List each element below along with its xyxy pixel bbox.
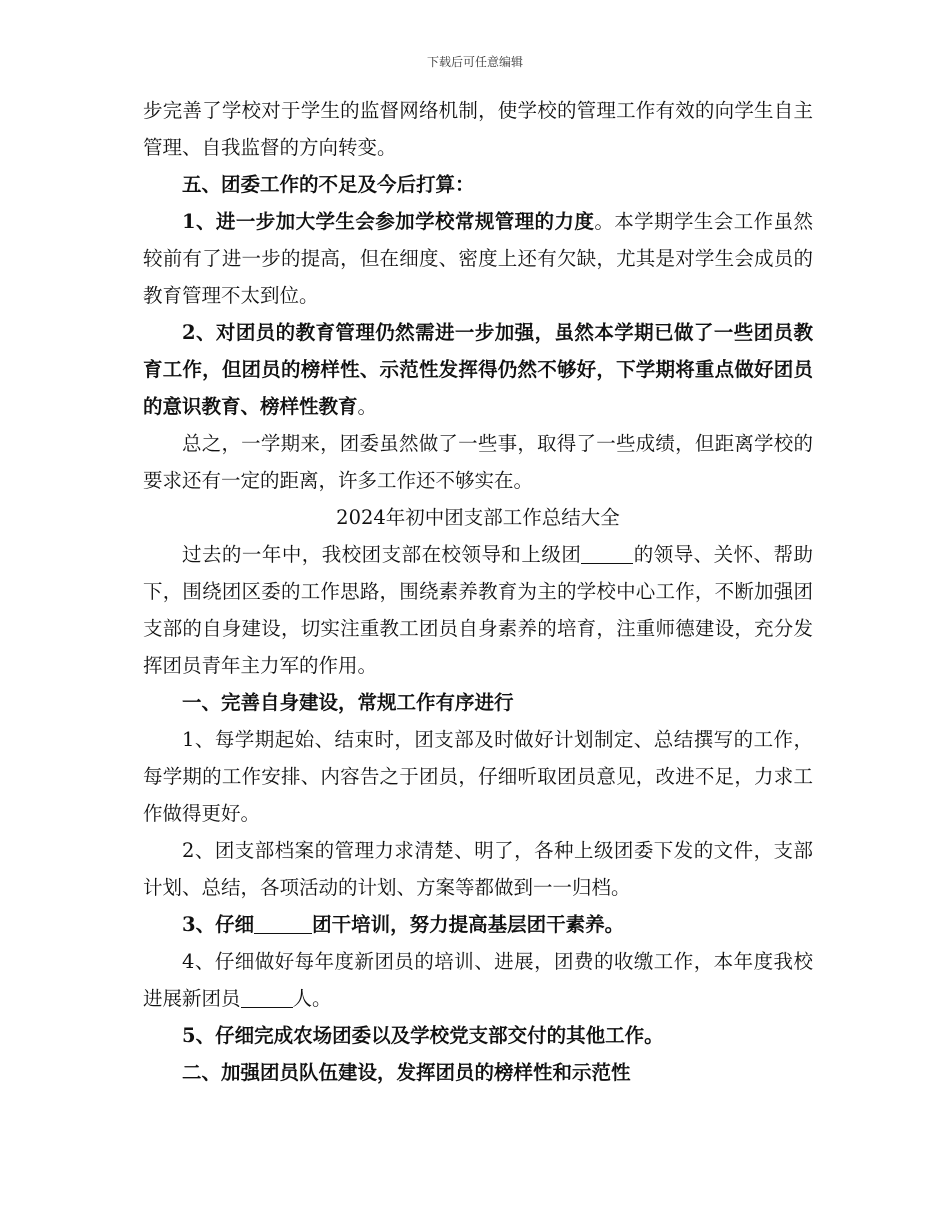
point-3-part-a: 3、仔细	[182, 913, 255, 936]
heading-two: 二、加强团员队伍建设，发挥团员的榜样性和示范性	[182, 1061, 631, 1084]
paragraph-point-5: 5、仔细完成农场团委以及学校党支部交付的其他工作。	[182, 1024, 664, 1047]
paragraph-continuation: 步完善了学校对于学生的监督网络机制，使学校的管理工作有效的向学生自主管理、自我监督的方向转变。	[143, 99, 813, 159]
header-note: 下载后可任意编辑	[426, 55, 523, 69]
paragraph-point-4	[143, 943, 813, 1017]
item-1-body: 。本学期学生会工作虽然较前有了进一步的提高，但在细度、密度上还有欠缺，尤其是对学生会成员的教育管理不太到位。	[143, 210, 813, 307]
heading-five: 五、团委工作的不足及今后打算：	[182, 173, 475, 196]
paragraph-point-1: 1、每学期起始、结束时，团支部及时做好计划制定、总结撰写的工作，每学期的工作安排、内容告之于团员，仔细听取团员意见，改进不足，力求工作做得更好。	[143, 728, 813, 825]
fill-blank	[254, 914, 312, 935]
item-2-tail: 。	[357, 395, 378, 418]
point-4-part-b: 人。	[292, 987, 332, 1010]
point-4-part-a: 4、仔细做好每年度新团员的培训、进展，团费的收缴工作，本年度我校进展新团员	[143, 950, 813, 1010]
item-1-lead: 1、进一步加大学生会参加学校常规管理的力度	[182, 210, 595, 233]
item-2-lead: 2、对团员的教育管理仍然需进一步加强，虽然本学期已做了一些团员教育工作，但团员的榜样性、示范性发挥得仍然不够好，下学期将重点做好团员的意识教育、榜样性教育	[143, 321, 813, 418]
fill-blank	[241, 988, 293, 1009]
paragraph-summary: 总之，一学期来，团委虽然做了一些事，取得了一些成绩，但距离学校的要求还有一定的距离，许多工作还不够实在。	[143, 432, 813, 492]
intro-part-a: 过去的一年中，我校团支部在校领导和上级团	[182, 543, 582, 566]
point-3-part-b: 团干培训，努力提高基层团干素养。	[312, 913, 625, 936]
paragraph-intro	[143, 536, 813, 684]
document-body	[143, 92, 813, 1091]
paragraph-item-1	[143, 203, 813, 314]
fill-blank	[581, 544, 633, 565]
paragraph-point-3	[143, 906, 813, 943]
heading-one: 一、完善自身建设，常规工作有序进行	[182, 691, 514, 714]
paragraph-point-2: 2、团支部档案的管理力求清楚、明了，各种上级团委下发的文件，支部计划、总结，各项活动的计划、方案等都做到一一归档。	[143, 839, 813, 899]
paragraph-item-2	[143, 314, 813, 425]
document-title: 2024年初中团支部工作总结大全	[336, 506, 620, 529]
intro-part-b: 的领导、关怀、帮助下，围绕团区委的工作思路，围绕素养教育为主的学校中心工作，不断加强团支部的自身建设，切实注重教工团员自身素养的培育，注重师德建设，充分发挥团员青年主力军的作用。	[143, 543, 813, 677]
